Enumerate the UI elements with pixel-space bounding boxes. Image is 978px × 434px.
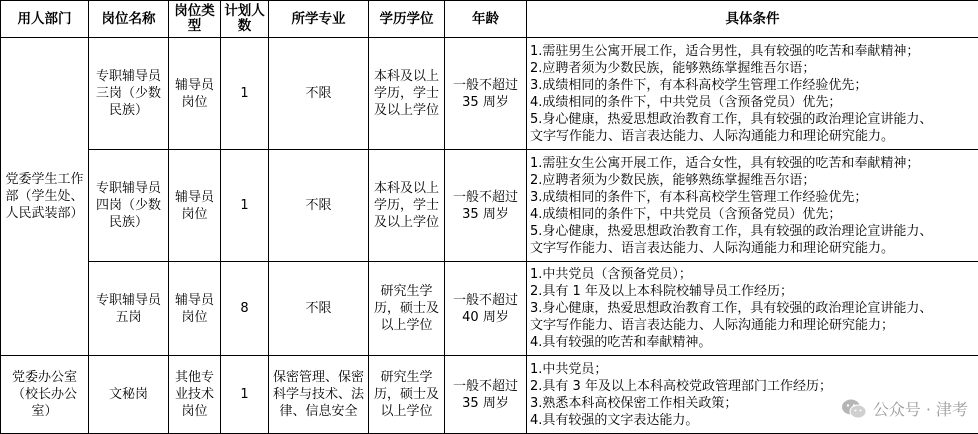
dept-cell: 党委办公室（校长办公室） (1, 356, 89, 434)
condition-line: 2.具有 1 年及以上本科院校辅导员工作经历； (530, 284, 793, 299)
count-cell: 1 (221, 356, 269, 434)
edu-cell: 本科及以上学历，学士及以上学位 (369, 150, 445, 262)
header-row (1, 1, 978, 38)
age-cell: 一般不超过 35 周岁 (445, 150, 527, 262)
table-row (1, 38, 978, 150)
condition-line: 4.具有较强的文字表达能力。 (530, 412, 699, 428)
condition-line: 4.成绩相同的条件下，中共党员（含预备党员）优先； (530, 94, 842, 110)
header-major: 所学专业 (269, 1, 369, 38)
major-cell: 不限 (269, 150, 369, 262)
post-name-cell: 专职辅导员三岗（少数民族） (89, 38, 169, 150)
condition-line: 4.具有较强的吃苦和奉献精神。 (530, 335, 712, 350)
condition-line: 文字写作能力、语言表达能力、人际沟通能力和理论研究能力； (530, 318, 895, 333)
header-dept: 用人部门 (1, 1, 89, 38)
age-cell: 一般不超过 40 周岁 (445, 262, 527, 356)
condition-line: 3.成绩相同的条件下，有本科高校学生管理工作经验优先； (530, 77, 868, 93)
condition-line: 1.需驻男生公寓开展工作，适合男性，具有较强的吃苦和奉献精神； (530, 43, 920, 59)
conditions-cell (527, 262, 978, 356)
count-cell: 1 (221, 150, 269, 262)
count-cell: 1 (221, 38, 269, 150)
header-edu: 学历学位 (369, 1, 445, 38)
post-type-cell: 辅导员岗位 (169, 38, 221, 150)
condition-line: 1.需驻女生公寓开展工作，适合女性，具有较强的吃苦和奉献精神； (530, 155, 920, 171)
watermark-text: 公众号 · 津考 (872, 400, 968, 419)
condition-line: 3.成绩相同的条件下，有本科高校学生管理工作经验优先； (530, 189, 868, 205)
post-type-cell: 辅导员岗位 (169, 262, 221, 356)
condition-line: 文字写作能力、语言表达能力、人际沟通能力和理论研究能力。 (530, 240, 895, 256)
edu-cell: 研究生学历，硕士及以上学位 (369, 356, 445, 434)
condition-line: 5.身心健康，热爱思想政治教育工作，具有较强的政治理论宣讲能力、 (530, 223, 933, 239)
major-cell: 不限 (269, 262, 369, 356)
age-cell: 一般不超过 35 周岁 (445, 356, 527, 434)
count-cell: 8 (221, 262, 269, 356)
condition-line: 4.成绩相同的条件下，中共党员（含预备党员）优先； (530, 206, 842, 222)
condition-line: 1.中共党员； (530, 361, 608, 377)
edu-cell: 研究生学历，硕士及以上学位 (369, 262, 445, 356)
wechat-icon (841, 398, 867, 420)
condition-line: 2.应聘者须为少数民族，能够熟练掌握维吾尔语； (530, 60, 816, 76)
dept-cell: 党委学生工作部（学生处、人民武装部） (1, 38, 89, 356)
post-type-cell: 辅导员岗位 (169, 150, 221, 262)
edu-cell: 本科及以上学历，学士及以上学位 (369, 38, 445, 150)
age-cell: 一般不超过 35 周岁 (445, 38, 527, 150)
table-row (1, 262, 978, 356)
condition-line: 2.具有 3 年及以上本科高校党政管理部门工作经历； (530, 378, 832, 394)
condition-line: 文字写作能力、语言表达能力、人际沟通能力和理论研究能力。 (530, 128, 895, 144)
watermark (841, 397, 968, 420)
table-row (1, 150, 978, 262)
post-name-cell: 文秘岗 (89, 356, 169, 434)
condition-line: 3.熟悉本科高校保密工作相关政策； (530, 395, 738, 411)
post-name-cell: 专职辅导员五岗 (89, 262, 169, 356)
conditions-cell (527, 38, 978, 150)
conditions-cell (527, 150, 978, 262)
header-age: 年龄 (445, 1, 527, 38)
major-cell: 不限 (269, 38, 369, 150)
header-conditions: 具体条件 (527, 1, 978, 38)
conditions-cell (527, 356, 978, 434)
major-cell: 保密管理、保密科学与技术、法律、信息安全 (269, 356, 369, 434)
header-post-type: 岗位类型 (169, 1, 221, 38)
header-post-name: 岗位名称 (89, 1, 169, 38)
post-type-cell: 其他专业技术岗位 (169, 356, 221, 434)
header-count: 计划人数 (221, 1, 269, 38)
condition-line: 2.应聘者须为少数民族，能够熟练掌握维吾尔语； (530, 172, 816, 188)
condition-line: 1.中共党员（含预备党员）； (530, 267, 692, 282)
post-name-cell: 专职辅导员四岗（少数民族） (89, 150, 169, 262)
condition-line: 5.身心健康，热爱思想政治教育工作，具有较强的政治理论宣讲能力、 (530, 111, 933, 127)
condition-line: 3.身心健康，热爱思想政治教育工作，具有较强的政治理论宣讲能力、 (530, 301, 933, 316)
table-row (1, 356, 978, 434)
